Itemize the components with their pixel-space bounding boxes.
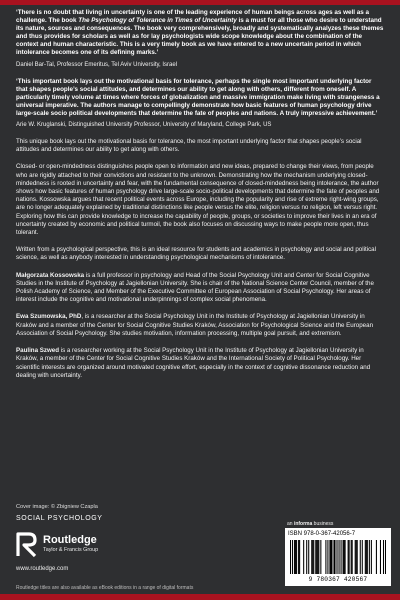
author-bio-text: is a researcher working at the Social Psychology Unit in the Institute of Psychology at Jagiellonian University in Kraków, a member of the Center for Social Cognitive Studies Kraków and the International Society of Political Psychology. Her scientific interests are organized around motivated cognitive effort, especially in the context of cognitive dissonance reduction and dealing with uncertainty. — [16, 347, 371, 379]
barcode-bar — [365, 540, 366, 574]
barcode-bar — [366, 540, 367, 574]
publisher-group: Taylor & Francis Group — [43, 547, 99, 553]
barcode-bar — [336, 540, 337, 574]
informa-brand: informa — [293, 521, 313, 527]
bottom-accent-band — [0, 594, 400, 600]
barcode-bar — [380, 540, 381, 574]
barcode-bar — [339, 540, 340, 574]
barcode-bar — [298, 540, 299, 574]
author-bio — [16, 272, 384, 305]
barcode-bar — [292, 540, 293, 574]
barcode-bar — [312, 540, 313, 574]
quote-rest: is a must for all those who desire to understand its nature, sources and consequences. The book very comprehensively, broadly and systematically analyzes these themes and thus provides for scholars as well as for lay psychologists wide scope knowledge about the combination of the context and human characteristic. This is a very timely book as we have entered to a new uncertain period in which intolerance becomes one of its defining marks.’ — [16, 17, 384, 57]
barcode-bar — [299, 540, 300, 574]
barcode-bar — [303, 540, 304, 574]
barcode-bar — [313, 540, 314, 574]
barcode-bar — [333, 540, 334, 574]
barcode-bar — [367, 540, 368, 574]
series-label: SOCIAL PSYCHOLOGY — [16, 515, 103, 522]
author-bio-text: is a full professor in psychology and Head of the Social Psychology Unit and Center for Social Cognitive Studies in the Institute of Psychology at Jagiellonian University. She is chair of the National Science Center Council, member of the Polish Academy of Science, and Member of the Executive Committee of European Association of Social Psychology. Her areas of interest include the cognitive and motivational underpinnings of complex social phenomena. — [16, 271, 374, 304]
barcode-bar — [344, 540, 345, 574]
barcode-bar — [290, 540, 291, 574]
author-name: Małgorzata Kossowska — [16, 271, 85, 279]
author-bio — [16, 347, 384, 380]
barcode-bar — [360, 540, 361, 574]
barcode-number: 9 780367 420567 — [308, 576, 368, 583]
barcode-bar — [348, 540, 349, 574]
barcode-bar — [329, 540, 330, 574]
barcode-bar — [296, 540, 297, 574]
barcode-bar — [334, 540, 335, 574]
barcode-bar — [331, 540, 332, 574]
barcode-icon — [290, 540, 386, 576]
top-accent-band — [0, 0, 400, 5]
author-name: Ewa Szumowska, PhD — [16, 313, 82, 321]
barcode-bar — [330, 540, 331, 574]
barcode-bar — [355, 540, 356, 574]
barcode-bar — [327, 540, 328, 574]
barcode-box — [285, 528, 391, 586]
barcode-bar — [345, 540, 346, 574]
barcode-bar — [357, 540, 358, 574]
barcode-bar — [349, 540, 350, 574]
barcode-bar — [352, 540, 353, 574]
author-bio-text: , is a researcher at the Social Psychology Unit in the Institute of Psychology at Jagiellonian University in Kraków and a member of the Center for Social Cognitive Studies Kraków, Association for Psychological Science and the European Association of Social Psychology. She studies motivation, information processing, multiple goal pursuit, and extremism. — [16, 313, 374, 337]
barcode-bar — [308, 540, 309, 574]
barcode-bar — [317, 540, 318, 574]
informa-suffix: business — [312, 521, 334, 527]
isbn-label: ISBN 978-0-367-42056-7 — [288, 531, 356, 537]
endorsement-quote-1 — [16, 9, 384, 58]
informa-prefix: an — [287, 521, 294, 527]
publisher-website: www.routledge.com — [16, 566, 69, 572]
description-paragraph: This unique book lays out the motivational basis for tolerance, the most important underlying factor that shapes people’s social attitudes and determines our ability to get along with others. — [16, 138, 362, 154]
ebook-disclaimer: Routledge titles are also available as eBook editions in a range of digital formats — [16, 585, 194, 591]
barcode-bar — [351, 540, 352, 574]
publisher-logo — [16, 530, 126, 562]
author-name: Paulina Szwed — [16, 347, 59, 355]
barcode-bar — [306, 540, 307, 574]
barcode-bar — [343, 540, 344, 574]
informa-tagline — [287, 521, 333, 527]
endorsement-quote-2: ‘This important book lays out the motivational basis for tolerance, perhaps the single most important underlying factor that shapes people’s social attitudes, and determines our ability to get along with others, different from oneself. A particularly timely volume at times where forces of globalization and massive immigration make living with strangeness a universal imperative. The authors manage to compellingly demonstrate how basic features of human psychology drive large-scale socio political developments that determine the fate of peoples and nations. A truly impressive achievement.’ — [16, 77, 380, 117]
barcode-bar — [362, 540, 363, 574]
barcode-bar — [320, 540, 321, 574]
publisher-name: Routledge — [43, 534, 97, 546]
quote-lead: ‘There is no doubt that living in uncertainty is one of the leading experience of human beings across ages as well as a challenge. The book — [16, 9, 370, 25]
book-title-italic: The Psychology of Tolerance in Times of Uncertainty — [78, 17, 237, 25]
endorsement-attribution-2: Arie W. Kruglanski, Distinguished University Professor, University of Maryland, College Park, US — [16, 122, 272, 129]
barcode-bar — [294, 540, 295, 574]
barcode-bar — [295, 540, 296, 574]
description-paragraph: Written from a psychological perspective, this is an ideal resource for students and academics in psychology and social and political science, as well as anybody interested in understanding psychological mechanisms of intolerance. — [16, 246, 376, 262]
routledge-logo-icon — [16, 532, 38, 558]
barcode-bar — [383, 540, 384, 574]
endorsement-attribution-1: Daniel Bar-Tal, Professor Emeritus, Tel Aviv University, Israel — [16, 61, 178, 68]
author-bio — [16, 313, 384, 338]
back-cover-text — [16, 9, 384, 380]
barcode-bar — [311, 540, 312, 574]
barcode-bar — [341, 540, 342, 574]
barcode-bar — [385, 540, 386, 574]
barcode-bar — [376, 540, 377, 574]
barcode-bar — [316, 540, 317, 574]
description-paragraph: Closed- or open-mindedness distinguishes people open to information and new ideas, prepared to change their views, from people who are rigidly attached to their convictions and resistant to the unknown. Demonstrating how the mechanism underlying closed-mindedness is rooted in uncertainty and fear, with the fundamental consequence of closed-mindedness being intolerance, the author shows how basic features of human psychology drive large-scale socio-political developments that determine the fate of peoples and nations. Kossowska argues that recent political events across Europe, including the popularity and rise of extreme right-wing groups, are no longer adequately explained by traditional distinctions like people versus the elite, religion versus no religion, left versus right. Exploring how this can provide knowledge to increase the capability of people, groups, or societies to improve their lives in an era of uncertainty created by economic and political turmoil, the book also focuses on discussing ways to make people more open, thus tolerant. — [16, 163, 380, 237]
barcode-bar — [315, 540, 316, 574]
barcode-bar — [318, 540, 319, 574]
barcode-bar — [356, 540, 357, 574]
barcode-bar — [371, 540, 372, 574]
barcode-bar — [325, 540, 326, 574]
cover-image-credit: Cover image: © Zbigniew Czapla — [16, 504, 98, 510]
barcode-bar — [369, 540, 370, 574]
